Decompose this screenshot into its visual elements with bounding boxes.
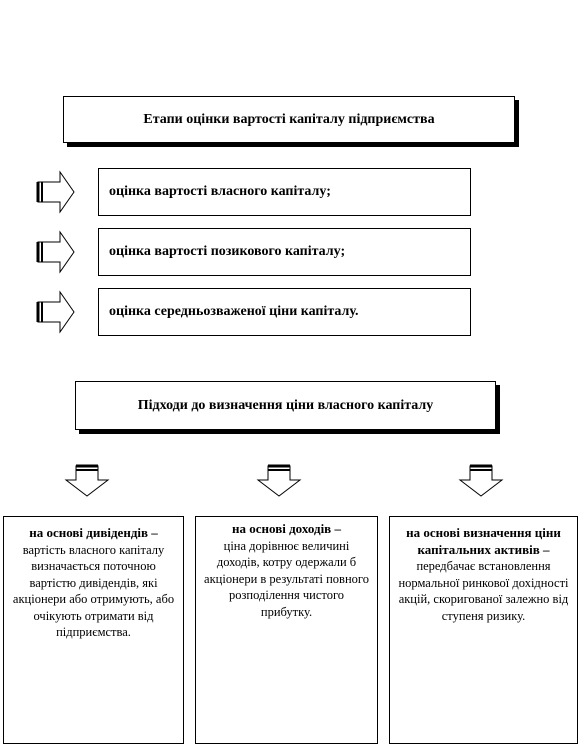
down-arrow-icon	[64, 464, 110, 498]
stages-title-box	[63, 96, 515, 143]
stage-item: оцінка вартості позикового капіталу;	[98, 228, 471, 276]
right-arrow-icon	[36, 230, 76, 274]
stage-item: оцінка середньозваженої ціни капіталу.	[98, 288, 471, 336]
approach-head: на основі доходів –	[232, 521, 341, 536]
stage-item: оцінка вартості власного капіталу;	[98, 168, 471, 216]
down-arrow-icon	[458, 464, 504, 498]
approach-income	[195, 516, 378, 744]
approach-head: на основі дивідендів –	[29, 525, 158, 540]
approaches-title: Підходи до визначення ціни власного капіталу	[137, 397, 434, 413]
approach-body: ціна дорівнює величині доходів, котру одержали б акціонери в результаті повного розподілення чистого прибутку.	[204, 538, 369, 619]
approach-head: на основі визначення ціни капітальних активів –	[406, 525, 561, 557]
approach-dividends	[3, 516, 184, 744]
approach-body: передбачає встановлення нормальної ринкової дохідності акцій, скоригованої залежно від ступеня ризику.	[398, 559, 569, 623]
stages-title: Етапи оцінки вартості капіталу підприємства	[143, 111, 435, 127]
approaches-title-box	[75, 381, 496, 430]
right-arrow-icon	[36, 290, 76, 334]
right-arrow-icon	[36, 170, 76, 214]
down-arrow-icon	[256, 464, 302, 498]
approach-body: вартість власного капіталу визначається поточною вартістю дивідендів, які акціонери або отримують, або очікують отримати від підприємства.	[12, 542, 175, 639]
approach-capm	[389, 516, 578, 744]
